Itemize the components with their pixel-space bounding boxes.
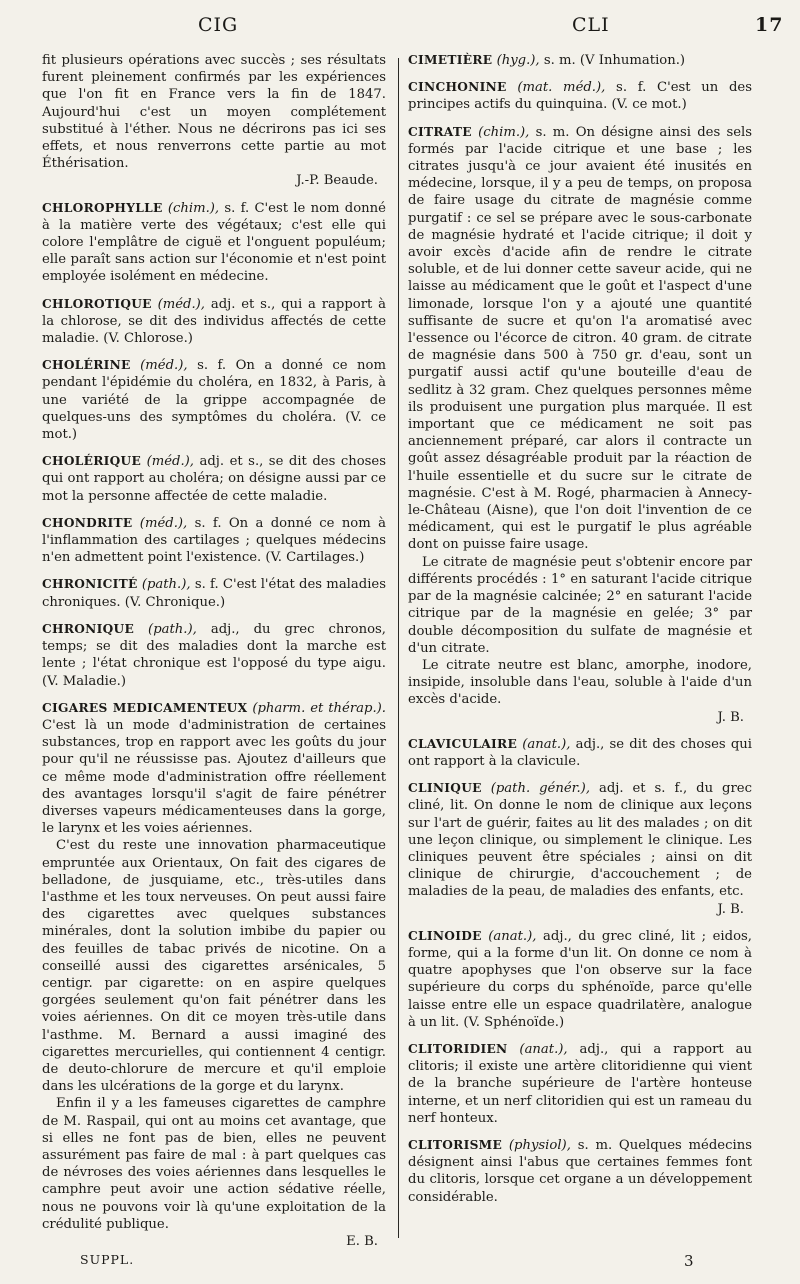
- dictionary-entry: [42, 621, 386, 690]
- dictionary-entry: [408, 79, 752, 113]
- entry-paragraph: [408, 1041, 752, 1127]
- entry-domain: (méd.),: [146, 454, 194, 470]
- author-initials: J. B.: [717, 901, 744, 917]
- dictionary-entry: [42, 515, 386, 567]
- entry-text: adj., qui a rapport au clitoris; il existe une artère clitoridienne qui vient de la branche supérieure de l'artère honteuse interne, et un nerf clitoridien qui est un rameau du nerf honteux.: [408, 1041, 752, 1126]
- entry-headword: CHOLÉRINE: [42, 358, 131, 373]
- dictionary-entry: [42, 576, 386, 610]
- entry-text: Enfin il y a les fameuses cigarettes de camphre de M. Raspail, qui ont au moins cet avantage, que si elles ne font pas de bien, elles ne peuvent assurément pas faire de mal : à part quelques cas de névroses des voies aériennes dans lesquelles le camphre peut avoir une action sédative réelle, nous ne pouvons voir là qu'une exploitation de la crédulité publique.: [42, 1096, 386, 1232]
- entry-paragraph: [408, 52, 752, 69]
- entry-text: s. f. On a donné ce nom à l'inflammation des cartilages ; quelques médecins n'en admettent point l'existence. (V. Cartilages.): [42, 515, 386, 566]
- entry-domain: (méd.),: [140, 358, 188, 374]
- dictionary-entry: [408, 928, 752, 1031]
- entry-text: C'est du reste une innovation pharmaceutique empruntée aux Orientaux, On fait des cigares de belladone, de jusquiame, etc., très-utiles dans l'asthme et les toux nerveuses. On peut aussi faire des cigarettes avec quelques substances minérales, dont la solution imbibe du papier ou des feuilles de tabac privés de nicotine. On a conseillé aussi des cigarettes arsénicales, 5 centigr. par cigarette: on en aspire quelques gorgées seulement qu'on fait pénétrer dans les voies aériennes. On dit ce moyen très-utile dans l'asthme. M. Bernard a aussi imaginé des cigarettes mercurielles, qui contiennent 4 centigr. de deuto-chlorure de mercure et qu'il emploie dans les ulcérations de la gorge et du larynx.: [42, 838, 386, 1095]
- author-initials: E. B.: [346, 1234, 378, 1249]
- entry-domain: (méd.),: [157, 296, 206, 312]
- entry-domain: (path.),: [148, 621, 197, 637]
- entry-paragraph: [408, 554, 752, 657]
- dictionary-entry: [42, 296, 386, 348]
- left-column: [42, 52, 386, 1260]
- entry-domain: (path.),: [141, 577, 191, 593]
- entry-text: s. f. On a donné ce nom pendant l'épidémie du choléra, en 1832, à Paris, à une variété de la grippe accompagnée de quelques-uns des symptômes du choléra. (V. ce mot.): [42, 358, 386, 443]
- entry-paragraph: [42, 52, 386, 172]
- entry-headword: CLITORIDIEN: [408, 1041, 508, 1056]
- entry-text: adj. et s., qui a rapport à la chlorose, se dit des individus affectés de cette maladie. (V. Chlorose.): [42, 296, 386, 347]
- entry-text: s. f. C'est le nom donné à la matière verte des végétaux; c'est elle qui colore l'emplâtre de ciguë et l'onguent populéum; elle paraît sans action sur l'économie et n'est point employée isolément en médecine.: [42, 200, 386, 285]
- entry-domain: (path. génér.),: [490, 781, 591, 797]
- entry-paragraph: [42, 200, 386, 286]
- dictionary-entry: [408, 1137, 752, 1206]
- entry-domain: (pharm. et thérap.).: [252, 700, 386, 716]
- entry-paragraph: [42, 700, 386, 838]
- entry-paragraph: [408, 928, 752, 1031]
- dictionary-entry: [408, 736, 752, 770]
- entry-headword: CHONDRITE: [42, 515, 133, 530]
- entry-text: s. m. (V Inhumation.): [543, 53, 686, 68]
- entry-paragraph: [408, 124, 752, 554]
- entry-domain: (chim.),: [478, 124, 530, 140]
- dictionary-entry: [408, 124, 752, 726]
- entry-headword: CHRONIQUE: [42, 621, 135, 636]
- entry-headword: CHLOROTIQUE: [42, 296, 152, 311]
- entry-headword: CLINOIDE: [408, 928, 482, 943]
- entry-domain: (anat.),: [488, 928, 537, 944]
- entry-paragraph: [408, 657, 752, 709]
- entry-domain: (physiol),: [508, 1137, 571, 1153]
- entry-text: s. m. Quelques médecins désignent ainsi l'abus que certaines femmes font du clitoris, lorsque cet organe a un développement considérable.: [408, 1137, 752, 1205]
- running-head-left: CIG: [198, 14, 239, 36]
- entry-headword: CLINIQUE: [408, 781, 482, 796]
- dictionary-entry: [408, 52, 752, 69]
- entry-paragraph: [42, 1095, 386, 1233]
- dictionary-entry: [408, 1041, 752, 1127]
- entry-text: adj. et s. f., du grec cliné, lit. On donne le nom de clinique aux leçons sur l'art de guérir, faites au lit des malades ; on dit une leçon clinique, ou simplement le clinique. Les cliniques peuvent être spéciales ; ainsi on dit clinique de chirurgie, d'accouchement ; de maladies de la peau, de maladies des enfants, etc.: [408, 781, 752, 900]
- entry-text: s. m. On désigne ainsi des sels formés par l'acide citrique et une base ; les citrates jusqu'à ce jour avaient été inusités en médecine, lorsque, il y a peu de temps, on proposa de faire usage du citrate de magnésie comme purgatif : ce sel se prépare avec le sous-carbonate de magnésie hydraté et l'acide citrique; il doit y avoir excès d'acide afin de rendre le citrate soluble, et de lui donner cette saveur acide, qui ne laisse au médicament que le goût et l'aspect d'une limonade, lorsque l'on y a ajouté une quantité suffisante de sucre et qu'on l'a aromatisé avec l'essence ou l'écorce de citron. 40 gram. de citrate de magnésie dans 500 à 750 gr. d'eau, sont un purgatif aussi actif qu'une bouteille d'eau de sedlitz à 32 gram. Chez quelques personnes même ils produisent une purgation plus marquée. Il est important que ce médicament ne soit pas anciennement préparé, car alors il contracte un goût assez désagréable produit par la réaction de l'huile essentielle et du sucre sur le citrate de magnésie. C'est à M. Rogé, pharmacien à Annecy-le-Château (Aisne), que l'on doit l'invention de ce médicament, qui est le purgatif le plus agréable dont on puisse faire usage.: [408, 124, 752, 553]
- gathering-number: 3: [684, 1252, 694, 1270]
- entry-headword: CINCHONINE: [408, 80, 507, 95]
- dictionary-entry: [42, 52, 386, 190]
- entry-paragraph: [42, 296, 386, 348]
- entry-text: s. f. C'est l'état des maladies chroniques. (V. Chronique.): [42, 577, 386, 610]
- entry-domain: (méd.),: [139, 515, 188, 531]
- entry-paragraph: [408, 736, 752, 770]
- entry-domain: (hyg.),: [496, 53, 540, 68]
- entry-headword: CIGARES MEDICAMENTEUX: [42, 700, 248, 715]
- entry-paragraph: [408, 780, 752, 900]
- entry-paragraph: [408, 1137, 752, 1206]
- dictionary-entry: [42, 453, 386, 505]
- entry-paragraph: [42, 515, 386, 567]
- right-column: [408, 52, 752, 1216]
- entry-text: adj., du grec chronos, temps; se dit des maladies dont la marche est lente ; l'état chronique est l'opposé du type aigu. (V. Maladie.): [42, 621, 386, 689]
- entry-headword: CHRONICITÉ: [42, 577, 138, 592]
- entry-paragraph: [42, 837, 386, 1095]
- running-head-right: CLI: [572, 14, 610, 36]
- entry-paragraph: [42, 357, 386, 443]
- entry-headword: CHLOROPHYLLE: [42, 200, 163, 215]
- entry-text: adj., du grec cliné, lit ; eidos, forme, qui a la forme d'un lit. On donne ce nom à quatre apophyses que l'on observe sur la face supérieure du corps du sphénoïde, parce qu'elle laisse entre elle un espace quadrilatère, analogue à un lit. (V. Sphénoïde.): [408, 928, 752, 1030]
- entry-domain: (anat.),: [519, 1041, 568, 1057]
- entry-paragraph: [42, 621, 386, 690]
- entry-paragraph: [42, 453, 386, 505]
- dictionary-entry: [42, 357, 386, 443]
- page-number: 17: [755, 14, 784, 36]
- dictionary-entry: [42, 200, 386, 286]
- entry-text: Le citrate neutre est blanc, amorphe, inodore, insipide, insoluble dans l'eau, soluble à l'aide d'un excès d'acide.: [408, 657, 752, 708]
- author-initials: J. B.: [717, 709, 744, 725]
- column-divider: [398, 58, 399, 1238]
- dictionary-entry: [408, 780, 752, 918]
- entry-text: fit plusieurs opérations avec succès ; ses résultats furent pleinement confirmés par les expériences que l'on fit en France vers la fin de 1847. Aujourd'hui c'est un moyen complétement substitué à l'éther. Nous ne décrirons pas ici ses effets, et nous renverrons cette partie au mot Éthérisation.: [42, 53, 386, 172]
- entry-headword: CLAVICULAIRE: [408, 736, 518, 751]
- entry-domain: (anat.),: [522, 736, 571, 752]
- entry-text: Le citrate de magnésie peut s'obtenir encore par différents procédés : 1° en saturant l'acide citrique par de la magnésie calcinée; 2° en saturant l'acide citrique par de la magnésie en gelée; 3° par double décomposition du sulfate de magnésie et d'un citrate.: [408, 554, 752, 656]
- signature-mark: SUPPL.: [80, 1252, 135, 1267]
- entry-paragraph: [408, 79, 752, 113]
- entry-text: s. f. C'est un des principes actifs du quinquina. (V. ce mot.): [408, 80, 752, 113]
- entry-headword: CHOLÉRIQUE: [42, 454, 142, 469]
- entry-domain: (mat. méd.),: [517, 80, 606, 96]
- entry-domain: (chim.),: [167, 200, 220, 216]
- entry-headword: CITRATE: [408, 124, 472, 139]
- entry-text: adj. et s., se dit des choses qui ont rapport au choléra; on désigne aussi par ce mot la personne affectée de cette maladie.: [42, 454, 386, 504]
- entry-headword: CLITORISME: [408, 1137, 503, 1152]
- author-initials: J.-P. Beaude.: [296, 173, 378, 189]
- entry-text: adj., se dit des choses qui ont rapport à la clavicule.: [408, 736, 752, 769]
- entry-text: C'est là un mode d'administration de certaines substances, trop en rapport avec les goûts du jour pour qu'il ne réussisse pas. Ajoutez d'ailleurs que ce même mode d'administration offre réellement des avantages lorsqu'il s'agit de faire pénétrer diverses vapeurs médicamenteuses dans la gorge, le larynx et les voies aériennes.: [42, 717, 386, 837]
- entry-paragraph: [42, 576, 386, 610]
- dictionary-entry: [42, 700, 386, 1251]
- entry-headword: CIMETIÈRE: [408, 53, 493, 67]
